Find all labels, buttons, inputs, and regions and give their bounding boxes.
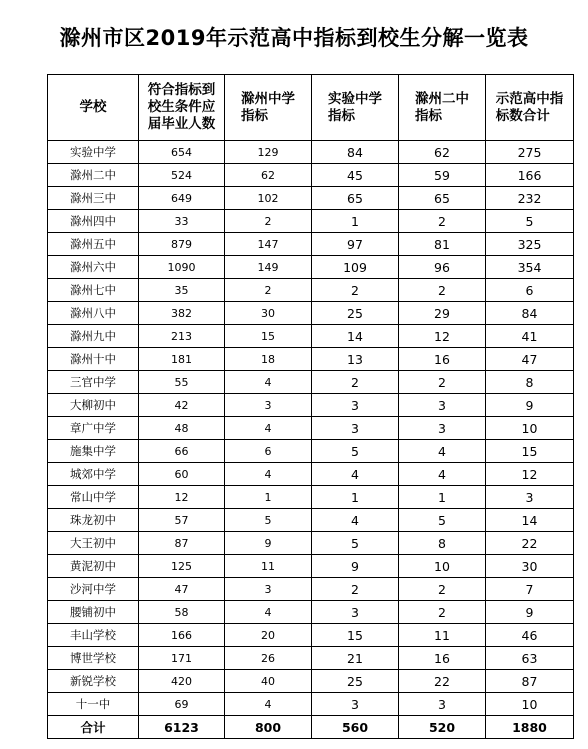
value-cell: 20 bbox=[225, 624, 312, 647]
table-row bbox=[48, 532, 574, 555]
value-cell: 22 bbox=[486, 532, 574, 555]
table-row bbox=[48, 670, 574, 693]
total-value-cell: 520 bbox=[399, 716, 486, 739]
value-cell: 2 bbox=[399, 210, 486, 233]
school-name-cell: 滁州十中 bbox=[48, 348, 139, 371]
school-name-cell: 大王初中 bbox=[48, 532, 139, 555]
value-cell: 4 bbox=[225, 463, 312, 486]
column-header-line: 校生条件应 bbox=[147, 99, 216, 115]
school-name-cell: 滁州八中 bbox=[48, 302, 139, 325]
value-cell: 129 bbox=[225, 141, 312, 164]
school-name-cell: 沙河中学 bbox=[48, 578, 139, 601]
column-header-experimental-middle-quota bbox=[312, 75, 399, 141]
school-name-cell: 黄泥初中 bbox=[48, 555, 139, 578]
value-cell: 42 bbox=[139, 394, 225, 417]
school-name-cell: 滁州二中 bbox=[48, 164, 139, 187]
school-name-cell: 城郊中学 bbox=[48, 463, 139, 486]
total-row bbox=[48, 716, 574, 739]
value-cell: 3 bbox=[225, 394, 312, 417]
table-row bbox=[48, 417, 574, 440]
school-name-cell: 新锐学校 bbox=[48, 670, 139, 693]
column-header-line: 指标 bbox=[415, 107, 442, 124]
table-row bbox=[48, 486, 574, 509]
value-cell: 65 bbox=[399, 187, 486, 210]
value-cell: 9 bbox=[486, 601, 574, 624]
value-cell: 2 bbox=[225, 279, 312, 302]
value-cell: 1 bbox=[312, 486, 399, 509]
value-cell: 1 bbox=[399, 486, 486, 509]
value-cell: 65 bbox=[312, 187, 399, 210]
value-cell: 11 bbox=[225, 555, 312, 578]
column-header-line: 滁州中学 bbox=[241, 90, 295, 107]
value-cell: 102 bbox=[225, 187, 312, 210]
table-row bbox=[48, 279, 574, 302]
school-name-cell: 滁州三中 bbox=[48, 187, 139, 210]
table-row bbox=[48, 348, 574, 371]
table-row bbox=[48, 233, 574, 256]
value-cell: 654 bbox=[139, 141, 225, 164]
value-cell: 30 bbox=[486, 555, 574, 578]
value-cell: 15 bbox=[225, 325, 312, 348]
value-cell: 10 bbox=[486, 693, 574, 716]
value-cell: 15 bbox=[312, 624, 399, 647]
school-name-cell: 常山中学 bbox=[48, 486, 139, 509]
value-cell: 3 bbox=[399, 693, 486, 716]
school-name-cell: 十一中 bbox=[48, 693, 139, 716]
column-header-line: 届毕业人数 bbox=[147, 116, 216, 132]
value-cell: 12 bbox=[399, 325, 486, 348]
school-name-cell: 腰铺初中 bbox=[48, 601, 139, 624]
column-header-line: 符合指标到 bbox=[147, 82, 216, 98]
value-cell: 2 bbox=[399, 601, 486, 624]
value-cell: 213 bbox=[139, 325, 225, 348]
column-header-text bbox=[241, 91, 295, 125]
value-cell: 47 bbox=[486, 348, 574, 371]
table-row bbox=[48, 164, 574, 187]
value-cell: 96 bbox=[399, 256, 486, 279]
total-value-cell: 800 bbox=[225, 716, 312, 739]
value-cell: 62 bbox=[399, 141, 486, 164]
value-cell: 66 bbox=[139, 440, 225, 463]
value-cell: 2 bbox=[312, 371, 399, 394]
value-cell: 3 bbox=[312, 693, 399, 716]
column-header-text bbox=[496, 91, 564, 125]
total-value-cell: 1880 bbox=[486, 716, 574, 739]
value-cell: 26 bbox=[225, 647, 312, 670]
value-cell: 55 bbox=[139, 371, 225, 394]
column-header-line: 指标 bbox=[328, 107, 355, 124]
value-cell: 3 bbox=[312, 417, 399, 440]
column-header-school bbox=[48, 75, 139, 141]
value-cell: 14 bbox=[486, 509, 574, 532]
value-cell: 11 bbox=[399, 624, 486, 647]
value-cell: 8 bbox=[486, 371, 574, 394]
total-value-cell: 560 bbox=[312, 716, 399, 739]
table-row bbox=[48, 624, 574, 647]
school-name-cell: 章广中学 bbox=[48, 417, 139, 440]
table-row bbox=[48, 601, 574, 624]
school-name-cell: 施集中学 bbox=[48, 440, 139, 463]
column-header-total-quota bbox=[486, 75, 574, 141]
column-header-graduates bbox=[139, 75, 225, 141]
column-header-line: 示范高中指 bbox=[495, 90, 564, 107]
value-cell: 4 bbox=[399, 463, 486, 486]
value-cell: 81 bbox=[399, 233, 486, 256]
value-cell: 2 bbox=[312, 578, 399, 601]
column-header-line: 标数合计 bbox=[495, 107, 550, 124]
value-cell: 2 bbox=[399, 371, 486, 394]
total-label-cell: 合计 bbox=[48, 716, 139, 739]
value-cell: 2 bbox=[225, 210, 312, 233]
value-cell: 2 bbox=[399, 279, 486, 302]
column-header-text bbox=[80, 99, 107, 115]
value-cell: 166 bbox=[486, 164, 574, 187]
value-cell: 275 bbox=[486, 141, 574, 164]
quota-table bbox=[47, 74, 574, 739]
value-cell: 40 bbox=[225, 670, 312, 693]
table-row bbox=[48, 555, 574, 578]
value-cell: 59 bbox=[399, 164, 486, 187]
value-cell: 524 bbox=[139, 164, 225, 187]
table-row bbox=[48, 256, 574, 279]
column-header-line: 滁州二中 bbox=[415, 90, 469, 107]
value-cell: 18 bbox=[225, 348, 312, 371]
value-cell: 5 bbox=[312, 532, 399, 555]
value-cell: 15 bbox=[486, 440, 574, 463]
value-cell: 232 bbox=[486, 187, 574, 210]
value-cell: 12 bbox=[486, 463, 574, 486]
table-body bbox=[48, 141, 574, 716]
table-row bbox=[48, 509, 574, 532]
header-row bbox=[48, 75, 574, 141]
table-row bbox=[48, 371, 574, 394]
value-cell: 3 bbox=[312, 601, 399, 624]
value-cell: 22 bbox=[399, 670, 486, 693]
value-cell: 9 bbox=[225, 532, 312, 555]
table-row bbox=[48, 693, 574, 716]
value-cell: 12 bbox=[139, 486, 225, 509]
table-row bbox=[48, 187, 574, 210]
value-cell: 47 bbox=[139, 578, 225, 601]
value-cell: 149 bbox=[225, 256, 312, 279]
value-cell: 5 bbox=[312, 440, 399, 463]
value-cell: 10 bbox=[399, 555, 486, 578]
table-row bbox=[48, 394, 574, 417]
value-cell: 29 bbox=[399, 302, 486, 325]
value-cell: 41 bbox=[486, 325, 574, 348]
value-cell: 6 bbox=[486, 279, 574, 302]
value-cell: 166 bbox=[139, 624, 225, 647]
value-cell: 5 bbox=[225, 509, 312, 532]
value-cell: 13 bbox=[312, 348, 399, 371]
value-cell: 8 bbox=[399, 532, 486, 555]
school-name-cell: 滁州九中 bbox=[48, 325, 139, 348]
value-cell: 4 bbox=[225, 371, 312, 394]
value-cell: 3 bbox=[225, 578, 312, 601]
value-cell: 30 bbox=[225, 302, 312, 325]
value-cell: 46 bbox=[486, 624, 574, 647]
value-cell: 3 bbox=[312, 394, 399, 417]
value-cell: 9 bbox=[312, 555, 399, 578]
value-cell: 125 bbox=[139, 555, 225, 578]
value-cell: 354 bbox=[486, 256, 574, 279]
value-cell: 35 bbox=[139, 279, 225, 302]
school-name-cell: 博世学校 bbox=[48, 647, 139, 670]
value-cell: 62 bbox=[225, 164, 312, 187]
value-cell: 420 bbox=[139, 670, 225, 693]
value-cell: 63 bbox=[486, 647, 574, 670]
value-cell: 4 bbox=[225, 601, 312, 624]
value-cell: 3 bbox=[399, 394, 486, 417]
value-cell: 171 bbox=[139, 647, 225, 670]
column-header-text bbox=[148, 82, 216, 133]
value-cell: 4 bbox=[225, 693, 312, 716]
column-header-text bbox=[415, 91, 469, 125]
value-cell: 1 bbox=[312, 210, 399, 233]
value-cell: 14 bbox=[312, 325, 399, 348]
table-row bbox=[48, 141, 574, 164]
value-cell: 21 bbox=[312, 647, 399, 670]
value-cell: 69 bbox=[139, 693, 225, 716]
value-cell: 1 bbox=[225, 486, 312, 509]
value-cell: 109 bbox=[312, 256, 399, 279]
value-cell: 2 bbox=[399, 578, 486, 601]
value-cell: 97 bbox=[312, 233, 399, 256]
value-cell: 2 bbox=[312, 279, 399, 302]
table-row bbox=[48, 440, 574, 463]
value-cell: 7 bbox=[486, 578, 574, 601]
value-cell: 84 bbox=[312, 141, 399, 164]
school-name-cell: 大柳初中 bbox=[48, 394, 139, 417]
value-cell: 9 bbox=[486, 394, 574, 417]
value-cell: 879 bbox=[139, 233, 225, 256]
column-header-text bbox=[328, 91, 382, 125]
school-name-cell: 实验中学 bbox=[48, 141, 139, 164]
school-name-cell: 三官中学 bbox=[48, 371, 139, 394]
table-row bbox=[48, 463, 574, 486]
table-row bbox=[48, 325, 574, 348]
page-title: 滁州市区2019年示范高中指标到校生分解一览表 bbox=[59, 26, 529, 50]
value-cell: 33 bbox=[139, 210, 225, 233]
value-cell: 25 bbox=[312, 670, 399, 693]
value-cell: 5 bbox=[486, 210, 574, 233]
value-cell: 325 bbox=[486, 233, 574, 256]
school-name-cell: 珠龙初中 bbox=[48, 509, 139, 532]
value-cell: 87 bbox=[486, 670, 574, 693]
school-name-cell: 滁州四中 bbox=[48, 210, 139, 233]
value-cell: 87 bbox=[139, 532, 225, 555]
value-cell: 4 bbox=[312, 509, 399, 532]
value-cell: 6 bbox=[225, 440, 312, 463]
value-cell: 4 bbox=[399, 440, 486, 463]
value-cell: 60 bbox=[139, 463, 225, 486]
table-row bbox=[48, 578, 574, 601]
value-cell: 382 bbox=[139, 302, 225, 325]
column-header-line: 学校 bbox=[79, 99, 107, 115]
value-cell: 4 bbox=[312, 463, 399, 486]
value-cell: 147 bbox=[225, 233, 312, 256]
column-header-chuzhou-no2-quota bbox=[399, 75, 486, 141]
value-cell: 25 bbox=[312, 302, 399, 325]
value-cell: 5 bbox=[399, 509, 486, 532]
school-name-cell: 滁州六中 bbox=[48, 256, 139, 279]
value-cell: 48 bbox=[139, 417, 225, 440]
value-cell: 10 bbox=[486, 417, 574, 440]
value-cell: 84 bbox=[486, 302, 574, 325]
table-row bbox=[48, 210, 574, 233]
value-cell: 1090 bbox=[139, 256, 225, 279]
value-cell: 649 bbox=[139, 187, 225, 210]
column-header-line: 指标 bbox=[241, 107, 268, 124]
table-row bbox=[48, 302, 574, 325]
column-header-chuzhou-middle-quota bbox=[225, 75, 312, 141]
value-cell: 16 bbox=[399, 647, 486, 670]
value-cell: 16 bbox=[399, 348, 486, 371]
total-value-cell: 6123 bbox=[139, 716, 225, 739]
school-name-cell: 丰山学校 bbox=[48, 624, 139, 647]
value-cell: 4 bbox=[225, 417, 312, 440]
value-cell: 58 bbox=[139, 601, 225, 624]
value-cell: 3 bbox=[399, 417, 486, 440]
value-cell: 45 bbox=[312, 164, 399, 187]
school-name-cell: 滁州五中 bbox=[48, 233, 139, 256]
table-row bbox=[48, 647, 574, 670]
school-name-cell: 滁州七中 bbox=[48, 279, 139, 302]
value-cell: 57 bbox=[139, 509, 225, 532]
value-cell: 181 bbox=[139, 348, 225, 371]
column-header-line: 实验中学 bbox=[328, 90, 382, 107]
value-cell: 3 bbox=[486, 486, 574, 509]
